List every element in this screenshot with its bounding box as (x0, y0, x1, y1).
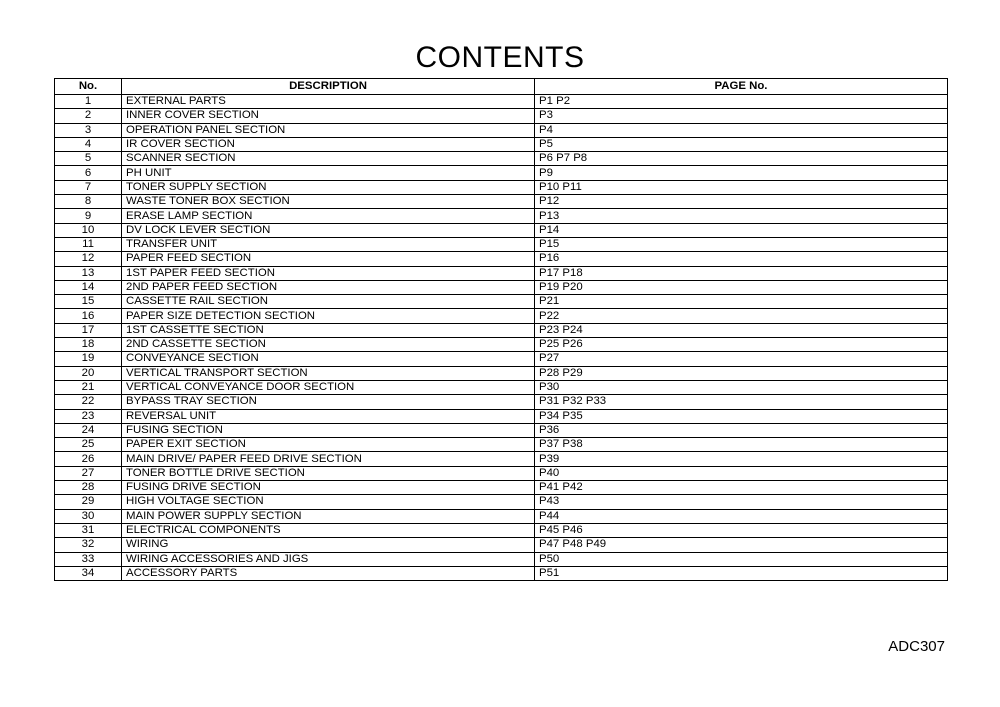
row-description: ACCESSORY PARTS (122, 566, 535, 580)
table-row (55, 223, 948, 237)
table-row (55, 366, 948, 380)
row-page-numbers: P37 P38 (535, 438, 948, 452)
row-number: 21 (55, 380, 122, 394)
table-row (55, 180, 948, 194)
table-row (55, 209, 948, 223)
table-row (55, 280, 948, 294)
table-row (55, 237, 948, 251)
header-page: PAGE No. (535, 79, 948, 95)
table-row (55, 152, 948, 166)
row-page-numbers: P22 (535, 309, 948, 323)
table-row (55, 252, 948, 266)
row-number: 24 (55, 423, 122, 437)
row-page-numbers: P40 (535, 466, 948, 480)
row-page-numbers: P13 (535, 209, 948, 223)
row-description: WASTE TONER BOX SECTION (122, 195, 535, 209)
row-number: 10 (55, 223, 122, 237)
row-page-numbers: P43 (535, 495, 948, 509)
header-row (55, 79, 948, 95)
row-number: 7 (55, 180, 122, 194)
row-page-numbers: P36 (535, 423, 948, 437)
row-page-numbers: P19 P20 (535, 280, 948, 294)
row-page-numbers: P15 (535, 237, 948, 251)
row-number: 5 (55, 152, 122, 166)
table-row (55, 338, 948, 352)
row-page-numbers: P14 (535, 223, 948, 237)
row-description: TRANSFER UNIT (122, 237, 535, 251)
table-row (55, 109, 948, 123)
row-number: 22 (55, 395, 122, 409)
table-row (55, 352, 948, 366)
row-page-numbers: P31 P32 P33 (535, 395, 948, 409)
row-description: CONVEYANCE SECTION (122, 352, 535, 366)
table-row (55, 552, 948, 566)
row-number: 34 (55, 566, 122, 580)
row-description: FUSING DRIVE SECTION (122, 481, 535, 495)
row-page-numbers: P6 P7 P8 (535, 152, 948, 166)
header-no: No. (55, 79, 122, 95)
row-description: TONER SUPPLY SECTION (122, 180, 535, 194)
row-description: PAPER SIZE DETECTION SECTION (122, 309, 535, 323)
row-number: 4 (55, 137, 122, 151)
table-row (55, 380, 948, 394)
row-page-numbers: P16 (535, 252, 948, 266)
row-description: TONER BOTTLE DRIVE SECTION (122, 466, 535, 480)
row-description: PAPER FEED SECTION (122, 252, 535, 266)
header-description: DESCRIPTION (122, 79, 535, 95)
row-description: VERTICAL CONVEYANCE DOOR SECTION (122, 380, 535, 394)
row-description: BYPASS TRAY SECTION (122, 395, 535, 409)
row-description: ERASE LAMP SECTION (122, 209, 535, 223)
row-number: 30 (55, 509, 122, 523)
table-row (55, 195, 948, 209)
row-description: SCANNER SECTION (122, 152, 535, 166)
table-row (55, 323, 948, 337)
row-page-numbers: P3 (535, 109, 948, 123)
row-description: PAPER EXIT SECTION (122, 438, 535, 452)
row-description: IR COVER SECTION (122, 137, 535, 151)
row-page-numbers: P25 P26 (535, 338, 948, 352)
table-row (55, 137, 948, 151)
table-row (55, 538, 948, 552)
row-description: PH UNIT (122, 166, 535, 180)
row-description: 1ST PAPER FEED SECTION (122, 266, 535, 280)
row-number: 26 (55, 452, 122, 466)
contents-table-header (55, 79, 948, 95)
row-number: 15 (55, 295, 122, 309)
row-number: 31 (55, 523, 122, 537)
row-page-numbers: P44 (535, 509, 948, 523)
row-description: 2ND PAPER FEED SECTION (122, 280, 535, 294)
table-row (55, 495, 948, 509)
contents-table-body (55, 95, 948, 581)
row-number: 32 (55, 538, 122, 552)
row-number: 29 (55, 495, 122, 509)
table-row (55, 266, 948, 280)
row-page-numbers: P23 P24 (535, 323, 948, 337)
table-row (55, 95, 948, 109)
row-number: 8 (55, 195, 122, 209)
row-description: EXTERNAL PARTS (122, 95, 535, 109)
table-row (55, 123, 948, 137)
row-description: CASSETTE RAIL SECTION (122, 295, 535, 309)
row-description: 1ST CASSETTE SECTION (122, 323, 535, 337)
row-page-numbers: P5 (535, 137, 948, 151)
table-row (55, 166, 948, 180)
row-description: MAIN POWER SUPPLY SECTION (122, 509, 535, 523)
row-description: REVERSAL UNIT (122, 409, 535, 423)
row-number: 9 (55, 209, 122, 223)
table-row (55, 523, 948, 537)
row-number: 16 (55, 309, 122, 323)
row-page-numbers: P39 (535, 452, 948, 466)
row-description: FUSING SECTION (122, 423, 535, 437)
row-number: 1 (55, 95, 122, 109)
row-page-numbers: P10 P11 (535, 180, 948, 194)
row-number: 28 (55, 481, 122, 495)
row-page-numbers: P21 (535, 295, 948, 309)
table-row (55, 423, 948, 437)
row-page-numbers: P4 (535, 123, 948, 137)
row-page-numbers: P51 (535, 566, 948, 580)
row-number: 18 (55, 338, 122, 352)
row-number: 27 (55, 466, 122, 480)
contents-table (54, 78, 948, 581)
table-row (55, 509, 948, 523)
row-number: 14 (55, 280, 122, 294)
row-description: WIRING ACCESSORIES AND JIGS (122, 552, 535, 566)
table-row (55, 409, 948, 423)
row-number: 33 (55, 552, 122, 566)
row-page-numbers: P28 P29 (535, 366, 948, 380)
row-description: MAIN DRIVE/ PAPER FEED DRIVE SECTION (122, 452, 535, 466)
row-number: 17 (55, 323, 122, 337)
row-number: 20 (55, 366, 122, 380)
document-code: ADC307 (888, 638, 945, 655)
table-row (55, 395, 948, 409)
row-description: 2ND CASSETTE SECTION (122, 338, 535, 352)
row-page-numbers: P41 P42 (535, 481, 948, 495)
row-number: 19 (55, 352, 122, 366)
row-number: 11 (55, 237, 122, 251)
row-description: OPERATION PANEL SECTION (122, 123, 535, 137)
row-description: ELECTRICAL COMPONENTS (122, 523, 535, 537)
row-description: HIGH VOLTAGE SECTION (122, 495, 535, 509)
row-description: DV LOCK LEVER SECTION (122, 223, 535, 237)
table-row (55, 309, 948, 323)
row-page-numbers: P1 P2 (535, 95, 948, 109)
row-page-numbers: P30 (535, 380, 948, 394)
row-description: VERTICAL TRANSPORT SECTION (122, 366, 535, 380)
table-row (55, 295, 948, 309)
row-number: 23 (55, 409, 122, 423)
table-row (55, 481, 948, 495)
row-number: 2 (55, 109, 122, 123)
row-page-numbers: P27 (535, 352, 948, 366)
row-page-numbers: P50 (535, 552, 948, 566)
row-number: 6 (55, 166, 122, 180)
row-page-numbers: P12 (535, 195, 948, 209)
row-page-numbers: P9 (535, 166, 948, 180)
row-page-numbers: P17 P18 (535, 266, 948, 280)
row-description: WIRING (122, 538, 535, 552)
row-page-numbers: P47 P48 P49 (535, 538, 948, 552)
row-number: 3 (55, 123, 122, 137)
row-number: 12 (55, 252, 122, 266)
row-page-numbers: P45 P46 (535, 523, 948, 537)
table-row (55, 452, 948, 466)
row-description: INNER COVER SECTION (122, 109, 535, 123)
table-row (55, 438, 948, 452)
page-title: CONTENTS (415, 41, 585, 74)
row-number: 13 (55, 266, 122, 280)
table-row (55, 566, 948, 580)
table-row (55, 466, 948, 480)
row-number: 25 (55, 438, 122, 452)
row-page-numbers: P34 P35 (535, 409, 948, 423)
